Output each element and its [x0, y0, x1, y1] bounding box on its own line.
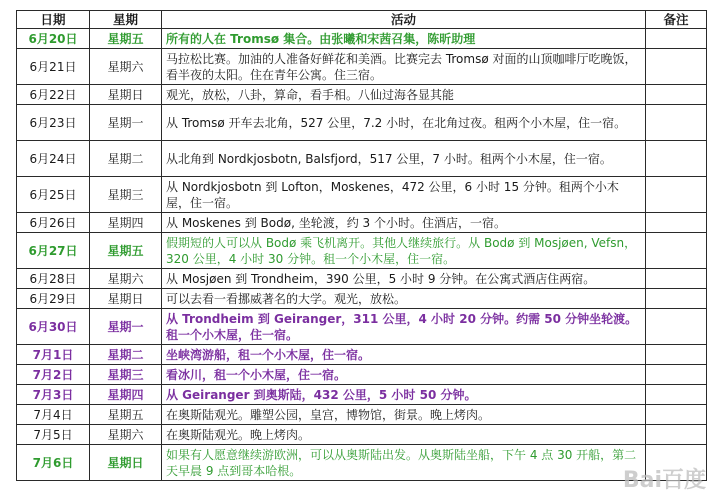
- row-day: 星期日: [90, 85, 162, 105]
- row-note: [646, 233, 707, 269]
- row-note: [646, 345, 707, 365]
- table-row: [17, 49, 707, 85]
- row-activity: 马拉松比赛。加油的人准备好鲜花和美酒。比赛完去 Tromsø 对面的山顶咖啡厅吃晚饭，看半夜的太阳。住在青年公寓。住三宿。: [162, 49, 646, 85]
- table-row: [17, 385, 707, 405]
- row-activity: 从 Tromsø 开车去北角，527 公里，7.2 小时，在北角过夜。租两个小木屋，住一宿。: [162, 105, 646, 141]
- table-row: [17, 213, 707, 233]
- row-date: 7月3日: [17, 385, 90, 405]
- table-row: [17, 309, 707, 345]
- row-note: [646, 49, 707, 85]
- table-row: [17, 105, 707, 141]
- row-date: 6月30日: [17, 309, 90, 345]
- row-note: [646, 365, 707, 385]
- row-activity: 可以去看一看挪威著名的大学。观光，放松。: [162, 289, 646, 309]
- itinerary-sheet: [16, 10, 706, 481]
- row-day: 星期六: [90, 425, 162, 445]
- row-note: [646, 141, 707, 177]
- row-day: 星期一: [90, 105, 162, 141]
- row-day: 星期五: [90, 233, 162, 269]
- row-date: 7月6日: [17, 445, 90, 481]
- row-day: 星期二: [90, 345, 162, 365]
- row-note: [646, 29, 707, 49]
- row-activity: 观光，放松，八卦，算命，看手相。八仙过海各显其能: [162, 85, 646, 105]
- row-activity: 从 Moskenes 到 Bodø, 坐轮渡，约 3 个小时。住酒店，一宿。: [162, 213, 646, 233]
- header-note: 备注: [646, 11, 707, 29]
- header-row: [17, 11, 707, 29]
- row-date: 6月21日: [17, 49, 90, 85]
- table-row: [17, 29, 707, 49]
- row-date: 6月24日: [17, 141, 90, 177]
- row-activity: 假期短的人可以从 Bodø 乘飞机离开。其他人继续旅行。从 Bodø 到 Mosjøen, Vefsn，320 公里，4 小时 30 分钟。租一个小木屋，住一宿。: [162, 233, 646, 269]
- row-date: 6月26日: [17, 213, 90, 233]
- table-row: [17, 425, 707, 445]
- table-row: [17, 405, 707, 425]
- row-note: [646, 213, 707, 233]
- table-row: [17, 141, 707, 177]
- row-date: 6月22日: [17, 85, 90, 105]
- row-date: 6月23日: [17, 105, 90, 141]
- itinerary-table: [16, 10, 707, 481]
- row-day: 星期四: [90, 213, 162, 233]
- row-note: [646, 269, 707, 289]
- row-activity: 如果有人愿意继续游欧洲，可以从奥斯陆出发。从奥斯陆坐船，下午 4 点 30 开船，第二天早晨 9 点到哥本哈根。: [162, 445, 646, 481]
- row-activity: 从 Trondheim 到 Geiranger，311 公里，4 小时 20 分钟。约需 50 分钟坐轮渡。租一个小木屋，住一宿。: [162, 309, 646, 345]
- table-row: [17, 269, 707, 289]
- row-day: 星期三: [90, 365, 162, 385]
- header-date: 日期: [17, 11, 90, 29]
- table-row: [17, 85, 707, 105]
- row-date: 7月4日: [17, 405, 90, 425]
- row-activity: 从北角到 Nordkjosbotn, Balsfjord，517 公里，7 小时。租两个小木屋，住一宿。: [162, 141, 646, 177]
- itinerary-rows: [17, 29, 707, 481]
- table-row: [17, 233, 707, 269]
- row-note: [646, 85, 707, 105]
- row-activity: 在奥斯陆观光。雕塑公园，皇宫，博物馆，街景。晚上烤肉。: [162, 405, 646, 425]
- row-note: [646, 385, 707, 405]
- row-note: [646, 177, 707, 213]
- row-date: 7月2日: [17, 365, 90, 385]
- row-day: 星期三: [90, 177, 162, 213]
- row-day: 星期六: [90, 49, 162, 85]
- row-day: 星期五: [90, 29, 162, 49]
- row-date: 6月25日: [17, 177, 90, 213]
- watermark-logo: Bai百度: [622, 468, 706, 493]
- row-day: 星期日: [90, 289, 162, 309]
- row-date: 7月5日: [17, 425, 90, 445]
- row-note: [646, 309, 707, 345]
- row-date: 6月28日: [17, 269, 90, 289]
- row-day: 星期日: [90, 445, 162, 481]
- table-row: [17, 365, 707, 385]
- header-activity: 活动: [162, 11, 646, 29]
- row-day: 星期二: [90, 141, 162, 177]
- row-date: 6月20日: [17, 29, 90, 49]
- table-row: [17, 177, 707, 213]
- row-day: 星期一: [90, 309, 162, 345]
- row-date: 6月29日: [17, 289, 90, 309]
- row-note: [646, 105, 707, 141]
- row-activity: 所有的人在 Tromsø 集合。由张曦和宋茜召集，陈昕助理: [162, 29, 646, 49]
- row-activity: 从 Nordkjosbotn 到 Lofton，Moskenes，472 公里，6 小时 15 分钟。租两个小木屋，住一宿。: [162, 177, 646, 213]
- row-activity: 坐峡湾游船，租一个小木屋，住一宿。: [162, 345, 646, 365]
- table-row: [17, 345, 707, 365]
- row-activity: 在奥斯陆观光。晚上烤肉。: [162, 425, 646, 445]
- row-activity: 看冰川，租一个小木屋，住一宿。: [162, 365, 646, 385]
- row-date: 6月27日: [17, 233, 90, 269]
- row-activity: 从 Geiranger 到奥斯陆，432 公里，5 小时 50 分钟。: [162, 385, 646, 405]
- row-day: 星期四: [90, 385, 162, 405]
- row-day: 星期六: [90, 269, 162, 289]
- row-date: 7月1日: [17, 345, 90, 365]
- table-row: [17, 289, 707, 309]
- row-note: [646, 425, 707, 445]
- header-day: 星期: [90, 11, 162, 29]
- row-note: [646, 405, 707, 425]
- table-row: [17, 445, 707, 481]
- row-note: [646, 289, 707, 309]
- row-day: 星期五: [90, 405, 162, 425]
- row-activity: 从 Mosjøen 到 Trondheim，390 公里，5 小时 9 分钟。在公寓式酒店住两宿。: [162, 269, 646, 289]
